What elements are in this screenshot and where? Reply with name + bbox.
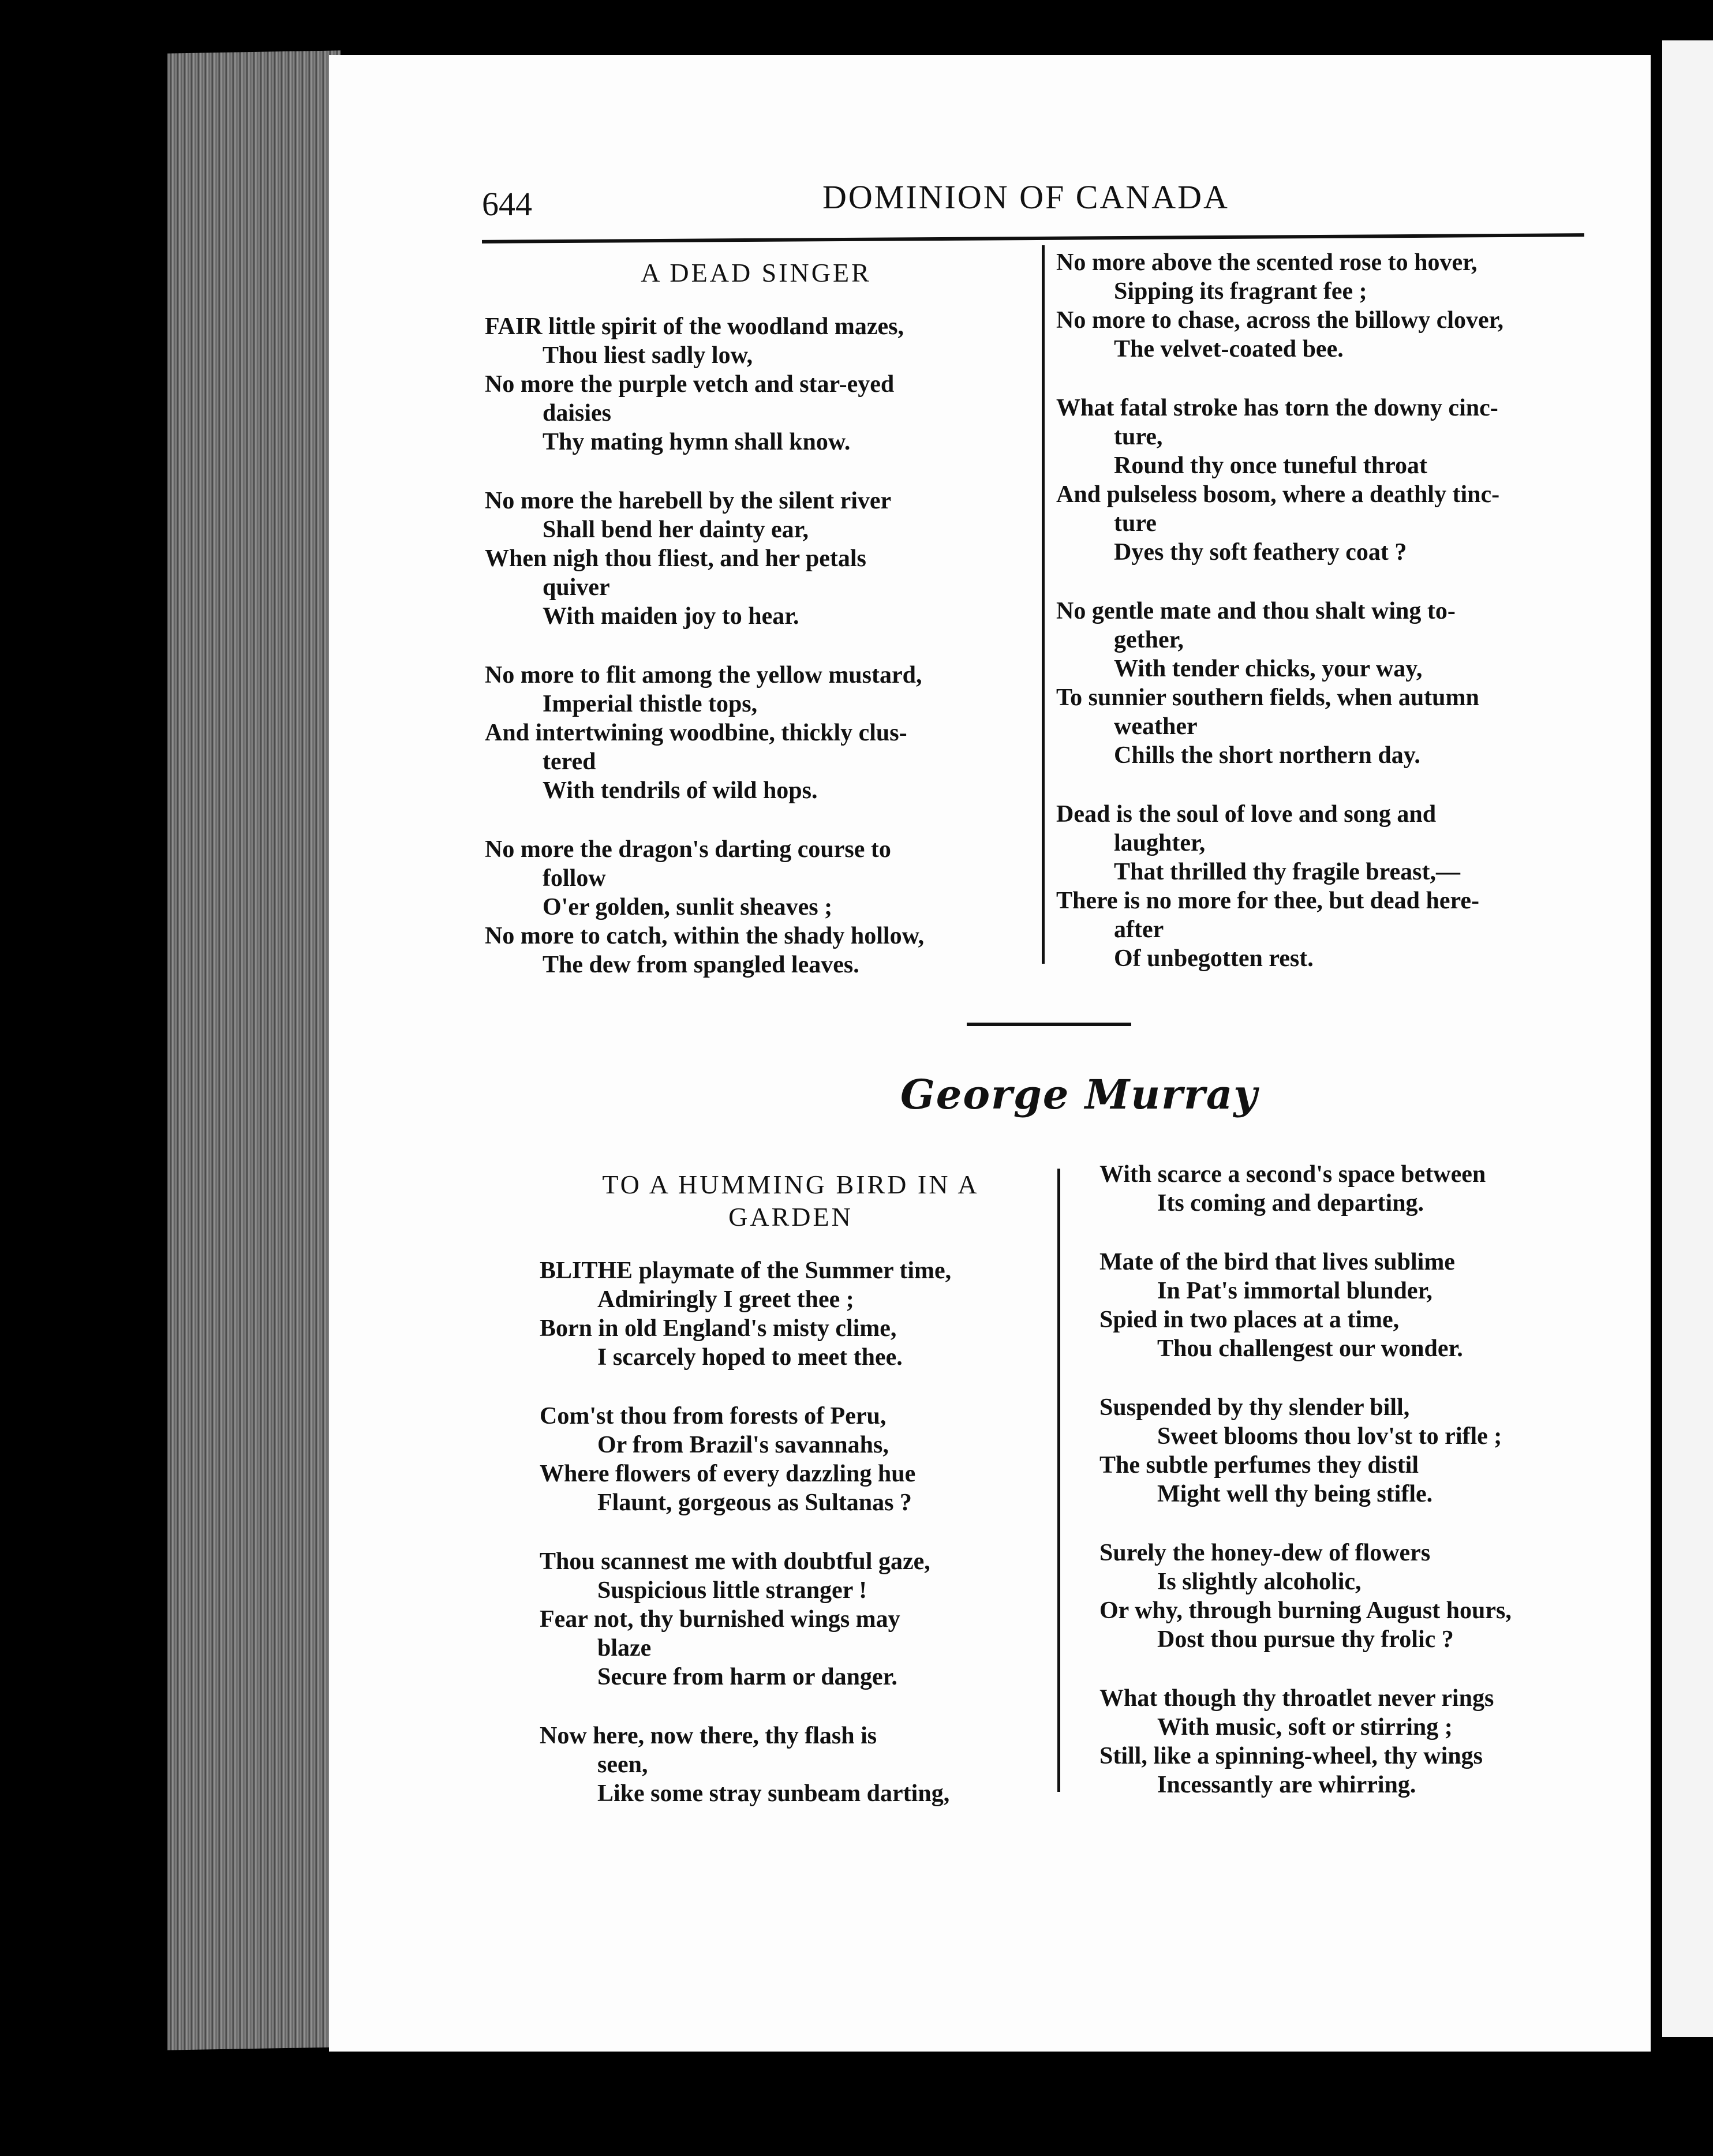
stanza (1099, 1684, 1619, 1799)
verse-line: ture (1114, 510, 1157, 537)
verse-line: Chills the short northern day. (1114, 742, 1420, 769)
verse-line: Like some stray sunbeam darting, (597, 1780, 950, 1807)
stanza (540, 1256, 1042, 1372)
verse-line: O'er golden, sunlit sheaves ; (543, 894, 833, 920)
verse-line: follow (543, 865, 606, 892)
stanza (1056, 597, 1610, 770)
verse-line: Dost thou pursue thy frolic ? (1157, 1626, 1454, 1653)
stanza (1056, 800, 1610, 973)
verse-line: That thrilled thy fragile breast,— (1114, 859, 1461, 885)
verse-line: Sweet blooms thou lov'st to rifle ; (1157, 1423, 1502, 1450)
verse-line: Com'st thou from forests of Peru, (540, 1403, 887, 1429)
poem2-title-line1: TO A HUMMING BIRD IN A (602, 1170, 979, 1199)
stanza (1099, 1393, 1619, 1509)
verse-line: What fatal stroke has torn the downy cinc- (1056, 395, 1498, 421)
stanza (1099, 1539, 1619, 1654)
stanza (540, 1547, 1042, 1691)
verse-line: ture, (1114, 424, 1163, 450)
poem1-right-column (1056, 248, 1610, 1003)
stanza (485, 312, 1027, 456)
stanza (1056, 394, 1610, 567)
verse-line: And pulseless bosom, where a deathly tinc- (1056, 481, 1500, 508)
column-divider (1057, 1169, 1060, 1792)
verse-line: To sunnier southern fields, when autumn (1056, 684, 1479, 711)
verse-line: With tendrils of wild hops. (543, 777, 818, 804)
verse-line: In Pat's immortal blunder, (1157, 1278, 1433, 1304)
page-number: 644 (482, 185, 532, 223)
verse-line: No more the purple vetch and star-eyed (485, 371, 895, 398)
verse-line: I scarcely hoped to meet thee. (597, 1344, 903, 1371)
verse-line: Mate of the bird that lives sublime (1099, 1249, 1455, 1275)
poem1-title: A DEAD SINGER (641, 258, 872, 287)
verse-line: No more the dragon's darting course to (485, 836, 891, 863)
verse-line: Imperial thistle tops, (543, 691, 758, 717)
stanza (1056, 248, 1610, 364)
verse-line: Incessantly are whirring. (1157, 1772, 1416, 1798)
verse-line: Dyes thy soft feathery coat ? (1114, 539, 1407, 566)
verse-line: With tender chicks, your way, (1114, 656, 1423, 682)
verse-line: Suspicious little stranger ! (597, 1577, 867, 1604)
verse-line: Might well thy being stifle. (1157, 1481, 1433, 1507)
verse-line: Is slightly alcoholic, (1157, 1569, 1362, 1595)
verse-line: gether, (1114, 627, 1184, 653)
verse-line: Thou liest sadly low, (543, 342, 753, 369)
poem1-left-column (485, 257, 1027, 1009)
verse-line: Admiringly I greet thee ; (597, 1286, 854, 1313)
running-title: DOMINION OF CANADA (822, 178, 1229, 216)
verse-line: With scarce a second's space between (1099, 1161, 1486, 1188)
stanza (1099, 1248, 1619, 1363)
author-heading: George Murray (900, 1070, 1258, 1118)
stanza (1099, 1160, 1619, 1218)
verse-line: blaze (597, 1635, 652, 1661)
stanza (485, 661, 1027, 805)
verse-line: No more to flit among the yellow mustard, (485, 662, 922, 688)
verse-line: No gentle mate and thou shalt wing to- (1056, 598, 1456, 624)
stanza (540, 1402, 1042, 1517)
verse-line: seen, (597, 1751, 648, 1778)
verse-line: Shall bend her dainty ear, (543, 516, 809, 543)
verse-line: Surely the honey-dew of flowers (1099, 1540, 1431, 1566)
verse-line: Thy mating hymn shall know. (543, 429, 851, 455)
verse-line: Suspended by thy slender bill, (1099, 1394, 1410, 1421)
verse-line: No more the harebell by the silent river (485, 488, 892, 514)
verse-line: What though thy throatlet never rings (1099, 1685, 1494, 1712)
verse-line: The dew from spangled leaves. (543, 952, 859, 978)
verse-line: Of unbegotten rest. (1114, 945, 1314, 972)
verse-line: Sipping its fragrant fee ; (1114, 278, 1367, 305)
verse-line: The velvet-coated bee. (1114, 336, 1344, 362)
book-page-edges (167, 50, 341, 2050)
verse-line: Spied in two places at a time, (1099, 1307, 1400, 1333)
verse-line: Thou challengest our wonder. (1157, 1335, 1463, 1362)
verse-line: Still, like a spinning-wheel, thy wings (1099, 1743, 1483, 1769)
running-head (482, 178, 1584, 230)
verse-line: laughter, (1114, 830, 1206, 856)
verse-line: When nigh thou fliest, and her petals (485, 545, 866, 572)
verse-line: No more to catch, within the shady hollow, (485, 923, 925, 949)
verse-line: Its coming and departing. (1157, 1190, 1424, 1217)
facing-page-edge (1662, 40, 1713, 2037)
verse-line: Or from Brazil's savannahs, (597, 1432, 889, 1458)
verse-line: There is no more for thee, but dead here- (1056, 888, 1479, 914)
section-divider-rule (967, 1023, 1131, 1026)
stanza (485, 835, 1027, 979)
poem2-title-line2: GARDEN (728, 1202, 853, 1232)
verse-line: BLITHE playmate of the Summer time, (540, 1257, 952, 1284)
verse-line: With music, soft or stirring ; (1157, 1714, 1453, 1740)
verse-line: weather (1114, 713, 1198, 740)
verse-line: daisies (543, 400, 612, 426)
verse-line: With maiden joy to hear. (543, 603, 799, 630)
verse-line: Secure from harm or danger. (597, 1664, 897, 1690)
verse-line: Thou scannest me with doubtful gaze, (540, 1548, 930, 1575)
verse-line: Round thy once tuneful throat (1114, 452, 1427, 479)
stanza (485, 486, 1027, 631)
column-divider (1042, 245, 1045, 964)
poem2-right-column (1099, 1160, 1619, 1829)
stanza (540, 1721, 1042, 1808)
verse-line: tered (543, 748, 596, 775)
verse-line: FAIR little spirit of the woodland mazes, (485, 313, 904, 340)
verse-line: No more above the scented rose to hover, (1056, 249, 1478, 276)
verse-line: Flaunt, gorgeous as Sultanas ? (597, 1489, 912, 1516)
verse-line: Now here, now there, thy flash is (540, 1723, 877, 1749)
verse-line: And intertwining woodbine, thickly clus- (485, 720, 907, 746)
verse-line: Fear not, thy burnished wings may (540, 1606, 900, 1633)
verse-line: after (1114, 916, 1164, 943)
verse-line: Born in old England's misty clime, (540, 1315, 897, 1342)
verse-line: Dead is the soul of love and song and (1056, 801, 1437, 828)
verse-line: The subtle perfumes they distil (1099, 1452, 1419, 1478)
verse-line: Or why, through burning August hours, (1099, 1597, 1512, 1624)
verse-line: Where flowers of every dazzling hue (540, 1461, 916, 1487)
verse-line: No more to chase, across the billowy clover, (1056, 307, 1503, 334)
poem2-left-column (540, 1169, 1042, 1838)
verse-line: quiver (543, 574, 610, 601)
